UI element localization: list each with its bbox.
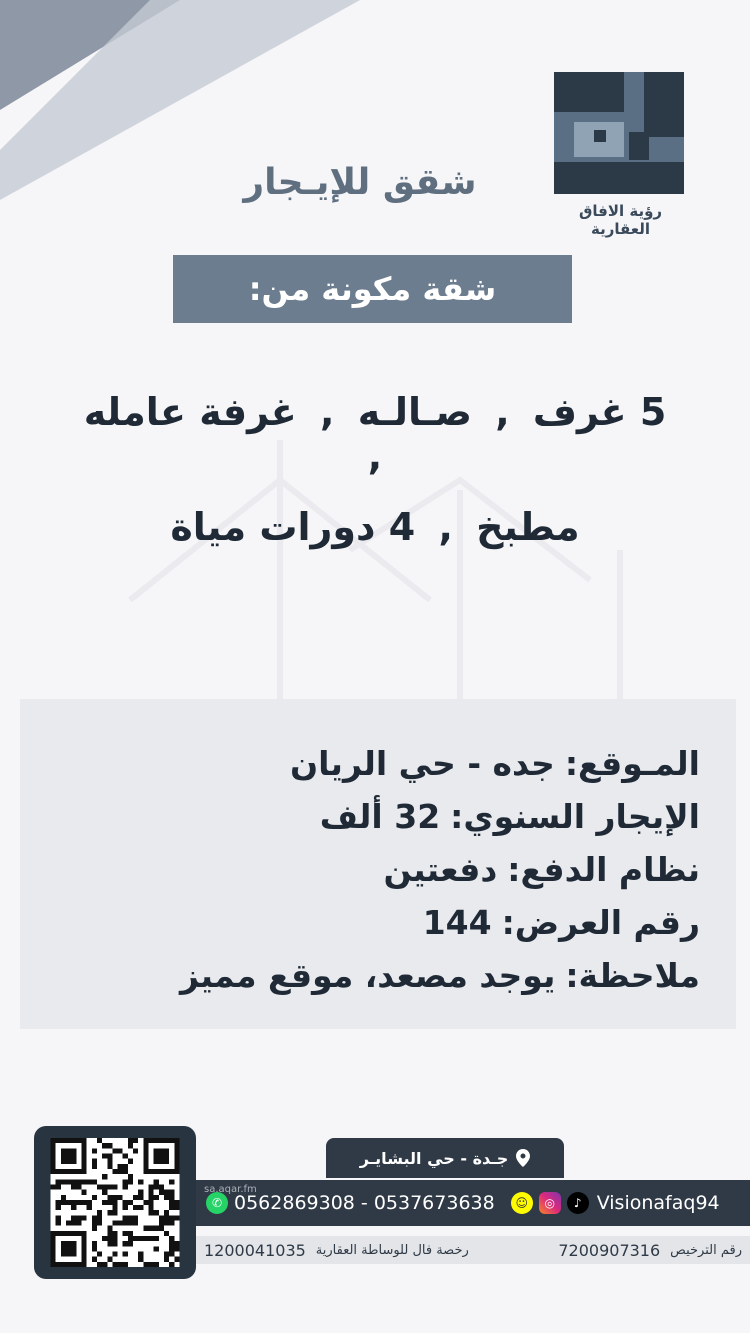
page-title: شقق للإيـجار — [243, 162, 477, 203]
whatsapp-icon[interactable]: ✆ — [206, 1192, 228, 1214]
kitchen: مطبخ — [476, 505, 580, 549]
tiktok-icon[interactable]: ♪ — [567, 1192, 589, 1214]
detail-label: ملاحظة: — [565, 956, 700, 995]
bathrooms: 4 دورات مياة — [170, 505, 416, 549]
detail-value: يوجد مصعد، موقع مميز — [179, 956, 556, 995]
maid-room: غرفة عامله — [83, 390, 297, 434]
qr-code-image — [46, 1138, 184, 1267]
rooms-line-1 — [60, 390, 690, 478]
detail-value: جده - حي الريان — [290, 744, 555, 783]
detail-label: رقم العرض: — [501, 903, 700, 942]
map-pin-icon — [516, 1149, 530, 1167]
fal-license — [204, 1241, 469, 1260]
separator: , — [438, 505, 453, 549]
logo-caption: رؤية الافاق العقارية — [578, 202, 663, 238]
detail-note — [180, 949, 700, 1002]
separator: , — [320, 390, 335, 434]
separator: , — [367, 434, 383, 478]
detail-rent — [180, 790, 700, 843]
license-info — [558, 1241, 742, 1260]
location-pill-text: جـدة - حي البشايـر — [359, 1148, 509, 1168]
location-pill — [326, 1138, 564, 1178]
hall: صـالـه — [357, 390, 472, 434]
contact-bar — [196, 1180, 750, 1226]
fal-number: 1200041035 — [204, 1240, 306, 1260]
fal-label: رخصة فال للوساطة العقارية — [315, 1242, 469, 1258]
detail-label: المـوقع: — [564, 744, 700, 783]
watermark-text: sa.aqar.fm — [204, 1184, 257, 1195]
company-logo — [548, 72, 693, 238]
detail-offer-number — [180, 896, 700, 949]
snapchat-icon[interactable]: ☺ — [511, 1192, 533, 1214]
detail-payment — [180, 843, 700, 896]
rooms-line-2 — [60, 505, 690, 549]
qr-code[interactable] — [34, 1126, 196, 1279]
detail-label: نظام الدفع: — [507, 850, 700, 889]
detail-location — [180, 737, 700, 790]
logo-mark — [554, 72, 684, 194]
license-number: 7200907316 — [558, 1240, 661, 1260]
separator: , — [495, 390, 510, 434]
detail-value: 144 — [422, 903, 492, 942]
phone-numbers[interactable]: 0562869308 - 0537673638 — [234, 1192, 495, 1214]
license-label: رقم الترخيص — [670, 1242, 742, 1258]
social-handle[interactable]: Visionafaq94 — [596, 1192, 720, 1214]
section-banner — [173, 255, 572, 323]
instagram-icon[interactable]: ◎ — [539, 1192, 561, 1214]
detail-value: دفعتين — [383, 850, 498, 889]
rooms-count: 5 غرف — [532, 390, 667, 434]
details-panel — [20, 699, 736, 1029]
detail-value: 32 ألف — [319, 797, 441, 836]
banner-text: شقة مكونة من: — [248, 270, 497, 308]
license-bar — [196, 1236, 750, 1264]
detail-label: الإيجار السنوي: — [450, 797, 700, 836]
details-list — [180, 737, 700, 1002]
